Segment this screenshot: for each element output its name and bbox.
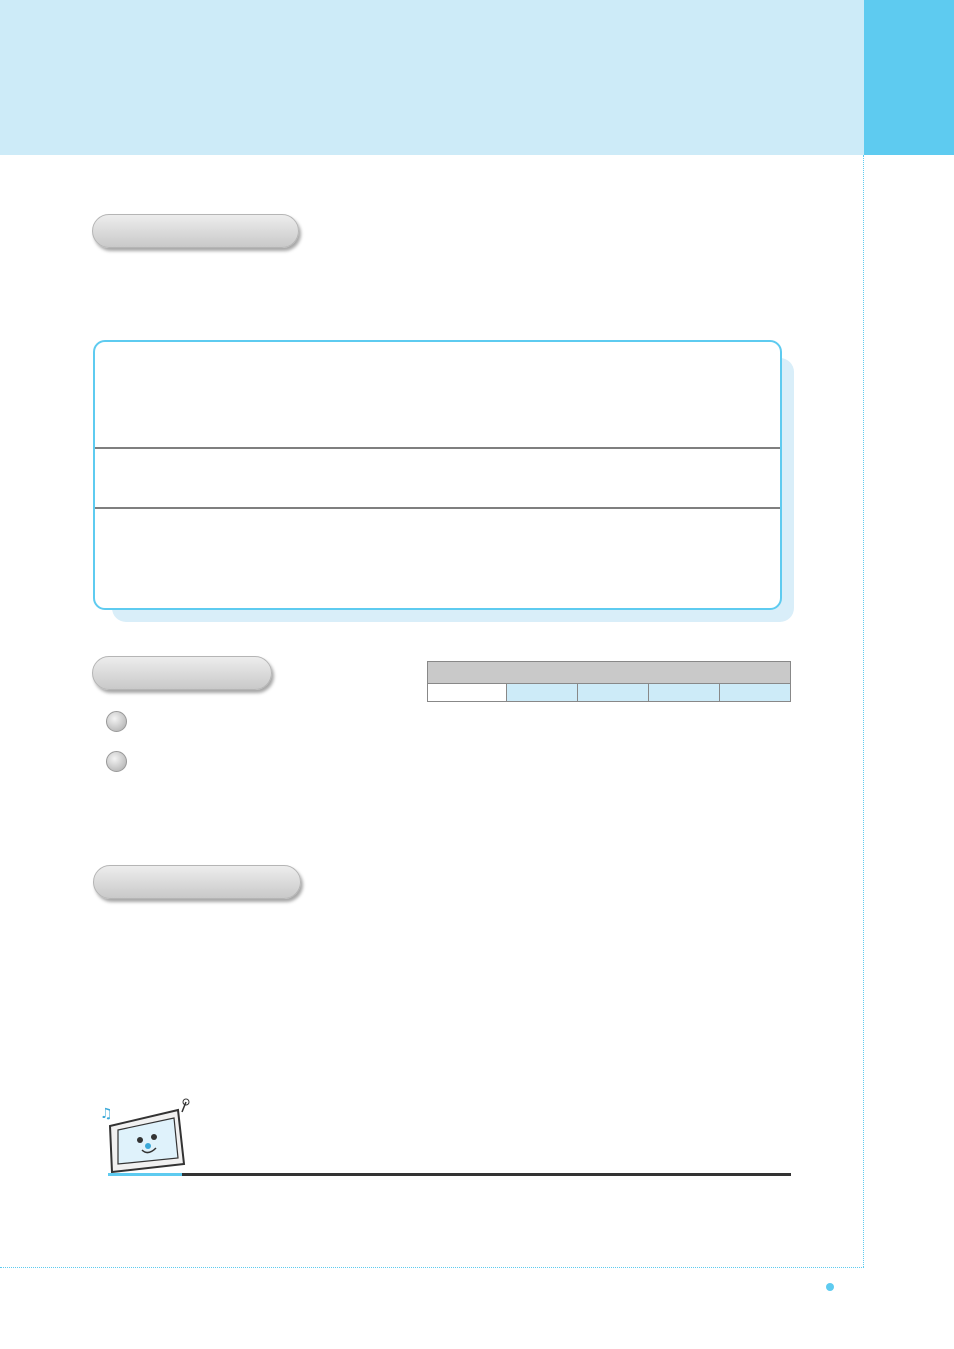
step-1-badge xyxy=(106,711,127,732)
section-title-how-to-use xyxy=(92,656,272,690)
table-header-row xyxy=(428,684,791,702)
header-tab xyxy=(864,0,954,155)
col-header xyxy=(507,684,578,702)
bottom-dotted-rule xyxy=(0,1267,864,1268)
section-title-how-to-connect-2 xyxy=(93,865,301,899)
tv-mascot-icon xyxy=(98,1098,198,1178)
svg-text:♫: ♫ xyxy=(100,1106,113,1122)
header-band xyxy=(0,0,864,155)
table-title xyxy=(428,662,791,684)
col-header xyxy=(649,684,720,702)
right-dotted-rule xyxy=(863,155,864,1267)
step-2-badge xyxy=(106,751,127,772)
connection-diagram xyxy=(93,340,782,610)
section-title-how-to-connect xyxy=(92,214,299,248)
col-header xyxy=(578,684,649,702)
footer-dot xyxy=(826,1283,834,1291)
connection-diagram-svg xyxy=(95,342,782,610)
notice-rule xyxy=(182,1173,791,1176)
col-header xyxy=(720,684,791,702)
supported-signals-table xyxy=(427,661,791,702)
